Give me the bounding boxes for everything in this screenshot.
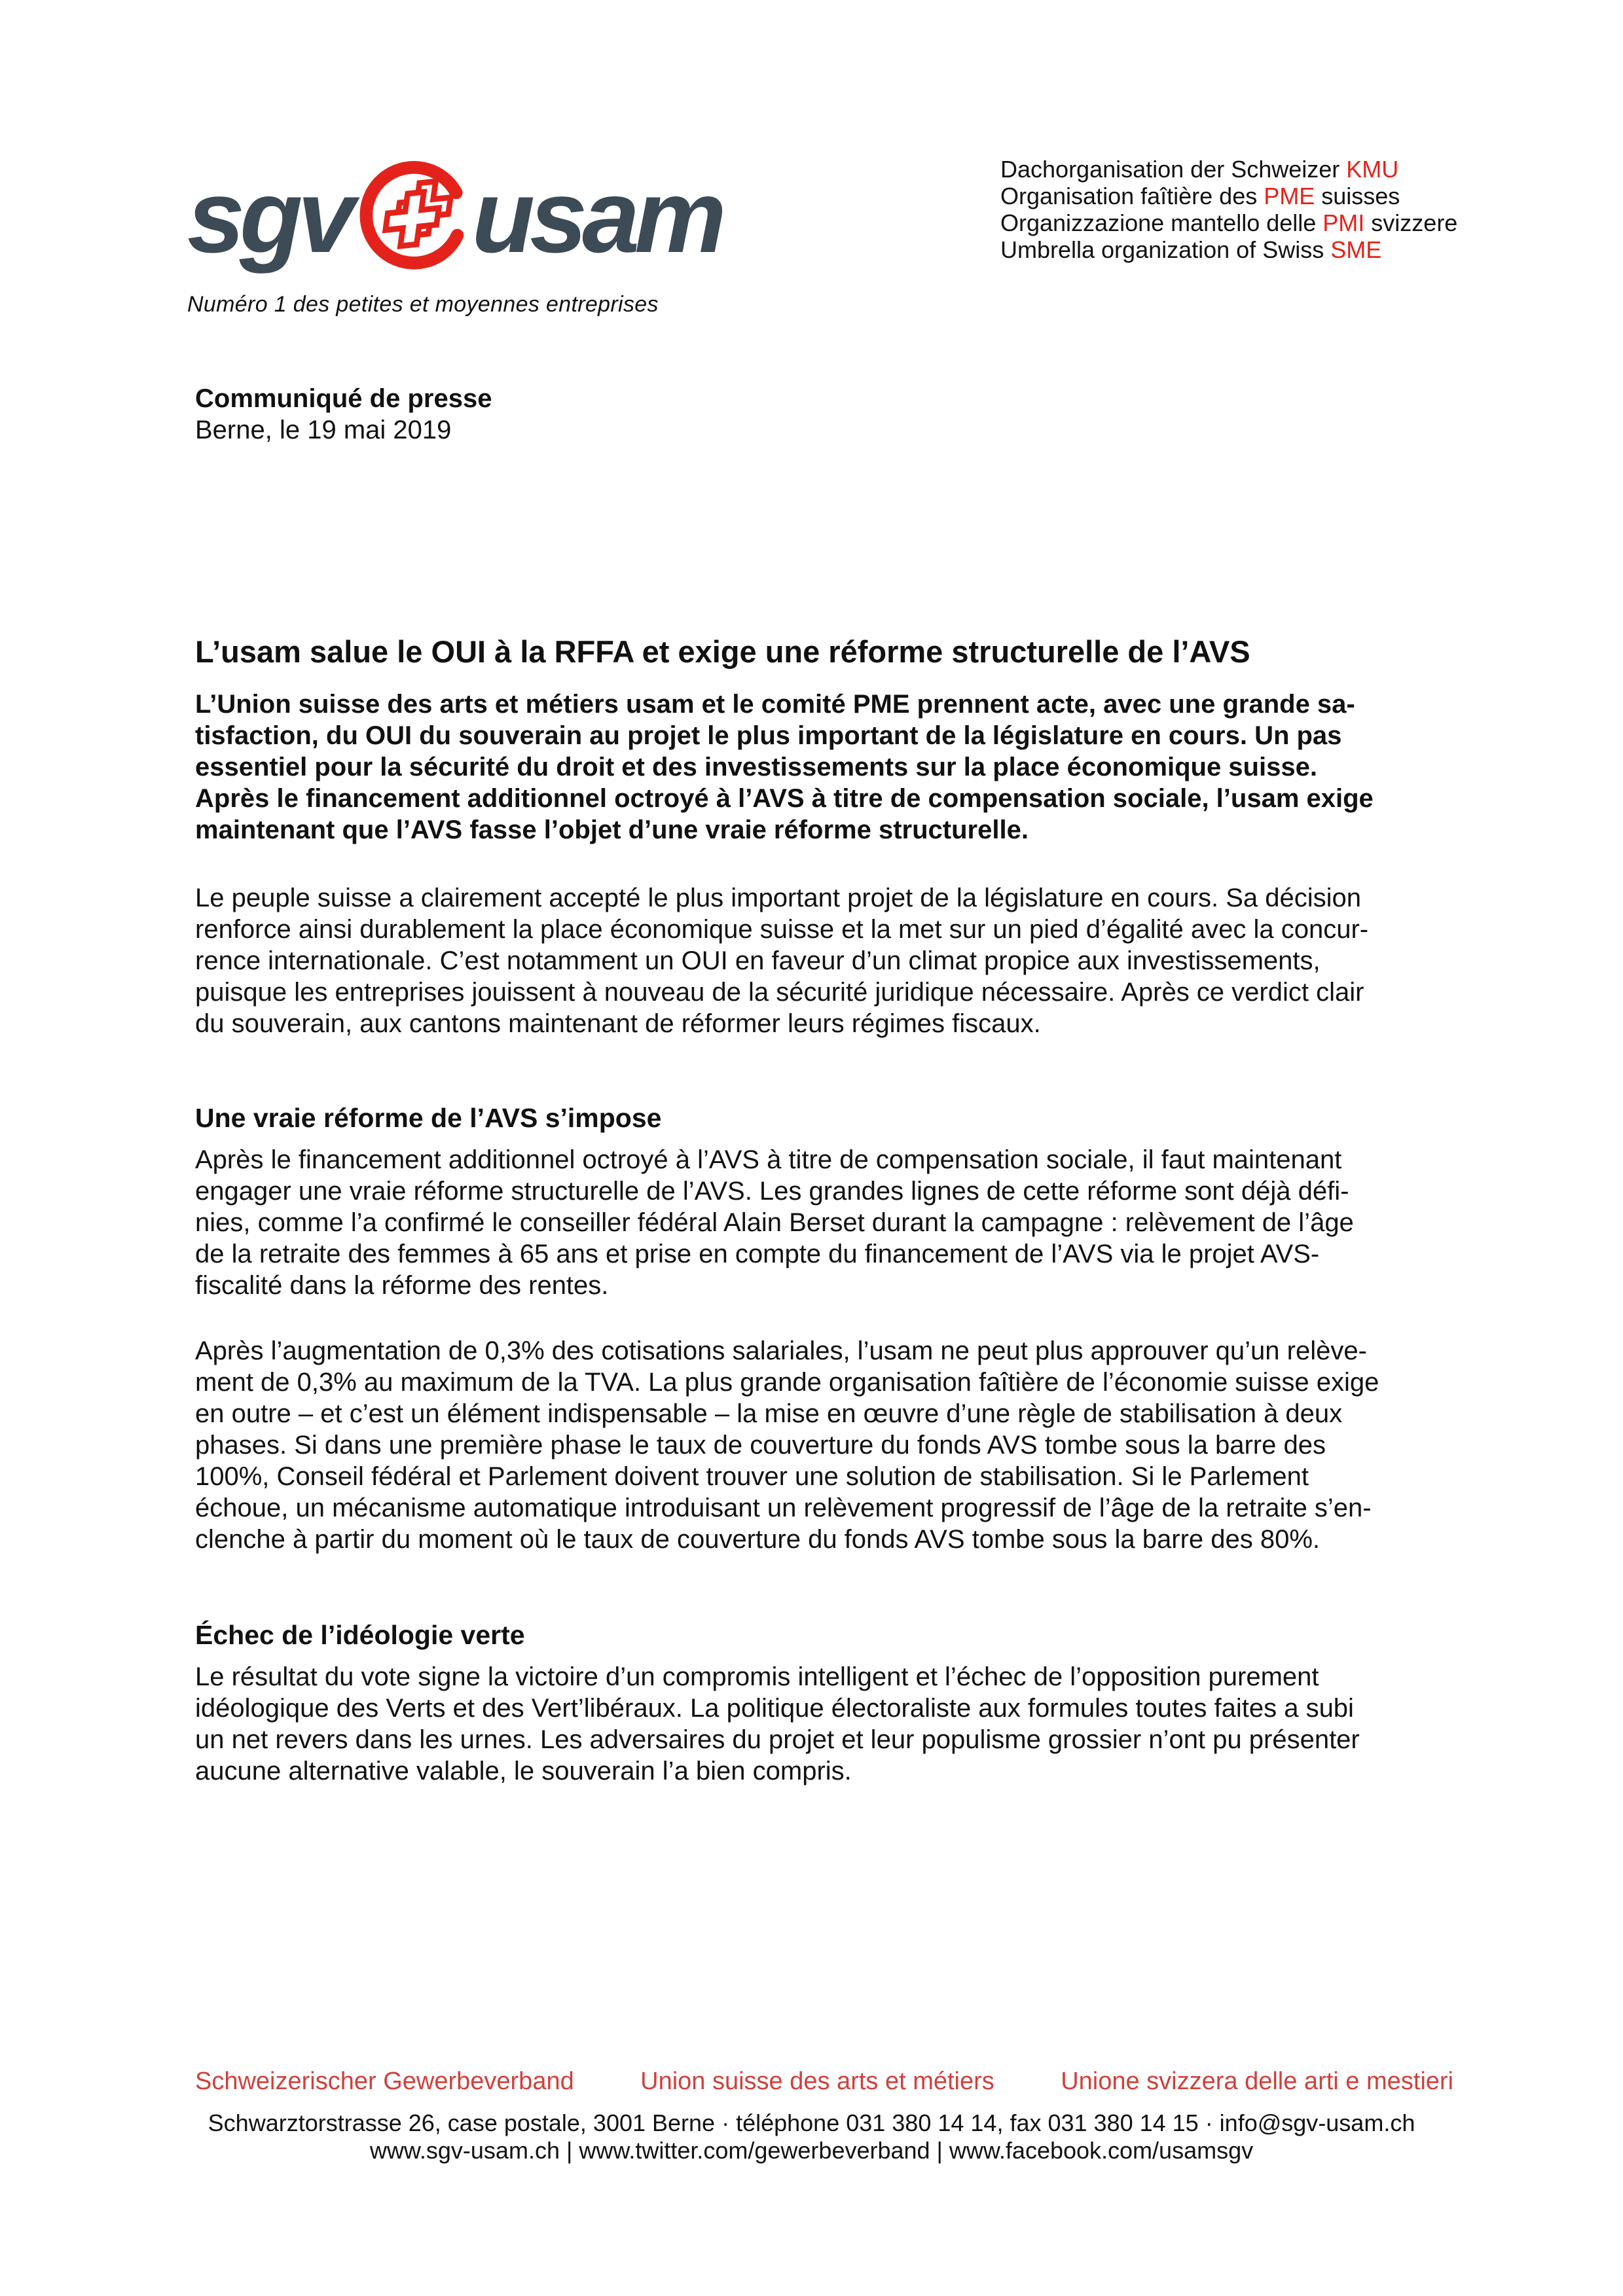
logo-block bbox=[187, 158, 721, 317]
org-highlight-pme: PME bbox=[1264, 183, 1315, 209]
document-type: Communiqué de presse bbox=[195, 384, 492, 413]
footer-org-fr: Union suisse des arts et métiers bbox=[640, 2068, 994, 2095]
organisation-descriptions bbox=[1000, 156, 1457, 263]
logo bbox=[187, 158, 721, 275]
swiss-cross-ring-icon bbox=[354, 158, 471, 275]
section-heading-avs-reform: Une vraie réforme de l’AVS s’impose bbox=[195, 1103, 662, 1134]
section-heading-green-ideology: Échec de l’idéologie verte bbox=[195, 1620, 525, 1651]
body-paragraph: Le peuple suisse a clairement accepté le plus important projet de la législature en cours. Sa décision renforce ainsi durablement la place économique suisse et la met sur un pied d’égalité avec la concur- rence internationale. C’est notamment un OUI en faveur d’un climat propice aux investissements, puisque les entreprises jouissent à nouveau de la sécurité juridique nécessaire. Après ce verdict clair du souverain, aux cantons maintenant de réformer leurs régimes fiscaux. bbox=[195, 884, 1369, 1038]
org-line-it: Organizzazione mantello delle PMI svizzere bbox=[1000, 209, 1458, 236]
org-line-en: Umbrella organization of Swiss SME bbox=[1000, 236, 1382, 263]
footer-organisation-names bbox=[195, 2068, 1453, 2094]
logo-word-sgv: sgv bbox=[187, 159, 350, 274]
body-paragraph: Après le financement additionnel octroyé à l’AVS à titre de compensation sociale, il faut maintenant engager une vraie réforme structurelle de l’AVS. Les grandes lignes de cette réforme sont déjà défi- nies, comme l’a confirmé le conseiller fédéral Alain Berset durant la campagne : relèvement de l’âge de la retraite des femmes à 65 ans et prise en compte du financement de l’AVS via le projet AVS- fiscalité dans la réforme des rentes. bbox=[195, 1145, 1354, 1300]
footer-links: www.sgv-usam.ch | www.twitter.com/gewerbeverband | www.facebook.com/usamsgv bbox=[369, 2137, 1254, 2164]
body-paragraph: Le résultat du vote signe la victoire d’un compromis intelligent et l’échec de l’opposition purement idéologique des Verts et des Vert’libéraux. La politique électoraliste aux formules toutes faites a subi un net revers dans les urnes. Les adversaires du projet et leur populisme grossier n’ont pu présenter aucune alternative valable, le souverain l’a bien compris. bbox=[195, 1662, 1360, 1785]
dateline: Berne, le 19 mai 2019 bbox=[195, 416, 452, 444]
org-line-fr: Organisation faîtière des PME suisses bbox=[1000, 183, 1400, 209]
footer-org-de: Schweizerischer Gewerbeverband bbox=[195, 2068, 574, 2095]
lead-paragraph: L’Union suisse des arts et métiers usam et le comité PME prennent acte, avec une grande sa- tisfaction, du OUI du souverain au projet le plus important de la législature en cours. Un pas essentiel pour la sécurité du droit et des investissements sur la place économique suisse. Après le financement additionnel octroyé à l’AVS à titre de compensation sociale, l’usam exige maintenant que l’AVS fasse l’objet d’une vraie réforme structurelle. bbox=[195, 690, 1374, 844]
org-line-de: Dachorganisation der Schweizer KMU bbox=[1000, 156, 1399, 183]
org-highlight-sme: SME bbox=[1330, 236, 1382, 263]
footer-org-it: Unione svizzera delle arti e mestieri bbox=[1061, 2068, 1453, 2095]
document-meta bbox=[195, 383, 492, 446]
org-highlight-pmi: PMI bbox=[1322, 209, 1365, 236]
body-paragraph: Après l’augmentation de 0,3% des cotisations salariales, l’usam ne peut plus approuver qu’un relève- ment de 0,3% au maximum de la TVA. La plus grande organisation faîtière de l’économie suisse exige en outre – et c’est un élément indispensable – la mise en œuvre d’une règle de stabilisation à deux phases. Si dans une première phase le taux de couverture du fonds AVS tombe sous la barre des 100%, Conseil fédéral et Parlement doivent trouver une solution de stabilisation. Si le Parlement échoue, un mécanisme automatique introduisant un relèvement progressif de l’âge de la retraite s’en- clenche à partir du moment où le taux de couverture du fonds AVS tombe sous la barre des 80%. bbox=[195, 1336, 1379, 1554]
logo-word-usam: usam bbox=[471, 159, 721, 274]
footer-address: Schwarztorstrasse 26, case postale, 3001 Berne · téléphone 031 380 14 14, fax 031 380 14 15 · info@sgv-usam.ch bbox=[208, 2109, 1415, 2136]
article-title: L’usam salue le OUI à la RFFA et exige une réforme structurelle de l’AVS bbox=[195, 634, 1250, 670]
logo-tagline: Numéro 1 des petites et moyennes entreprises bbox=[187, 292, 659, 317]
org-highlight-kmu: KMU bbox=[1346, 156, 1399, 183]
